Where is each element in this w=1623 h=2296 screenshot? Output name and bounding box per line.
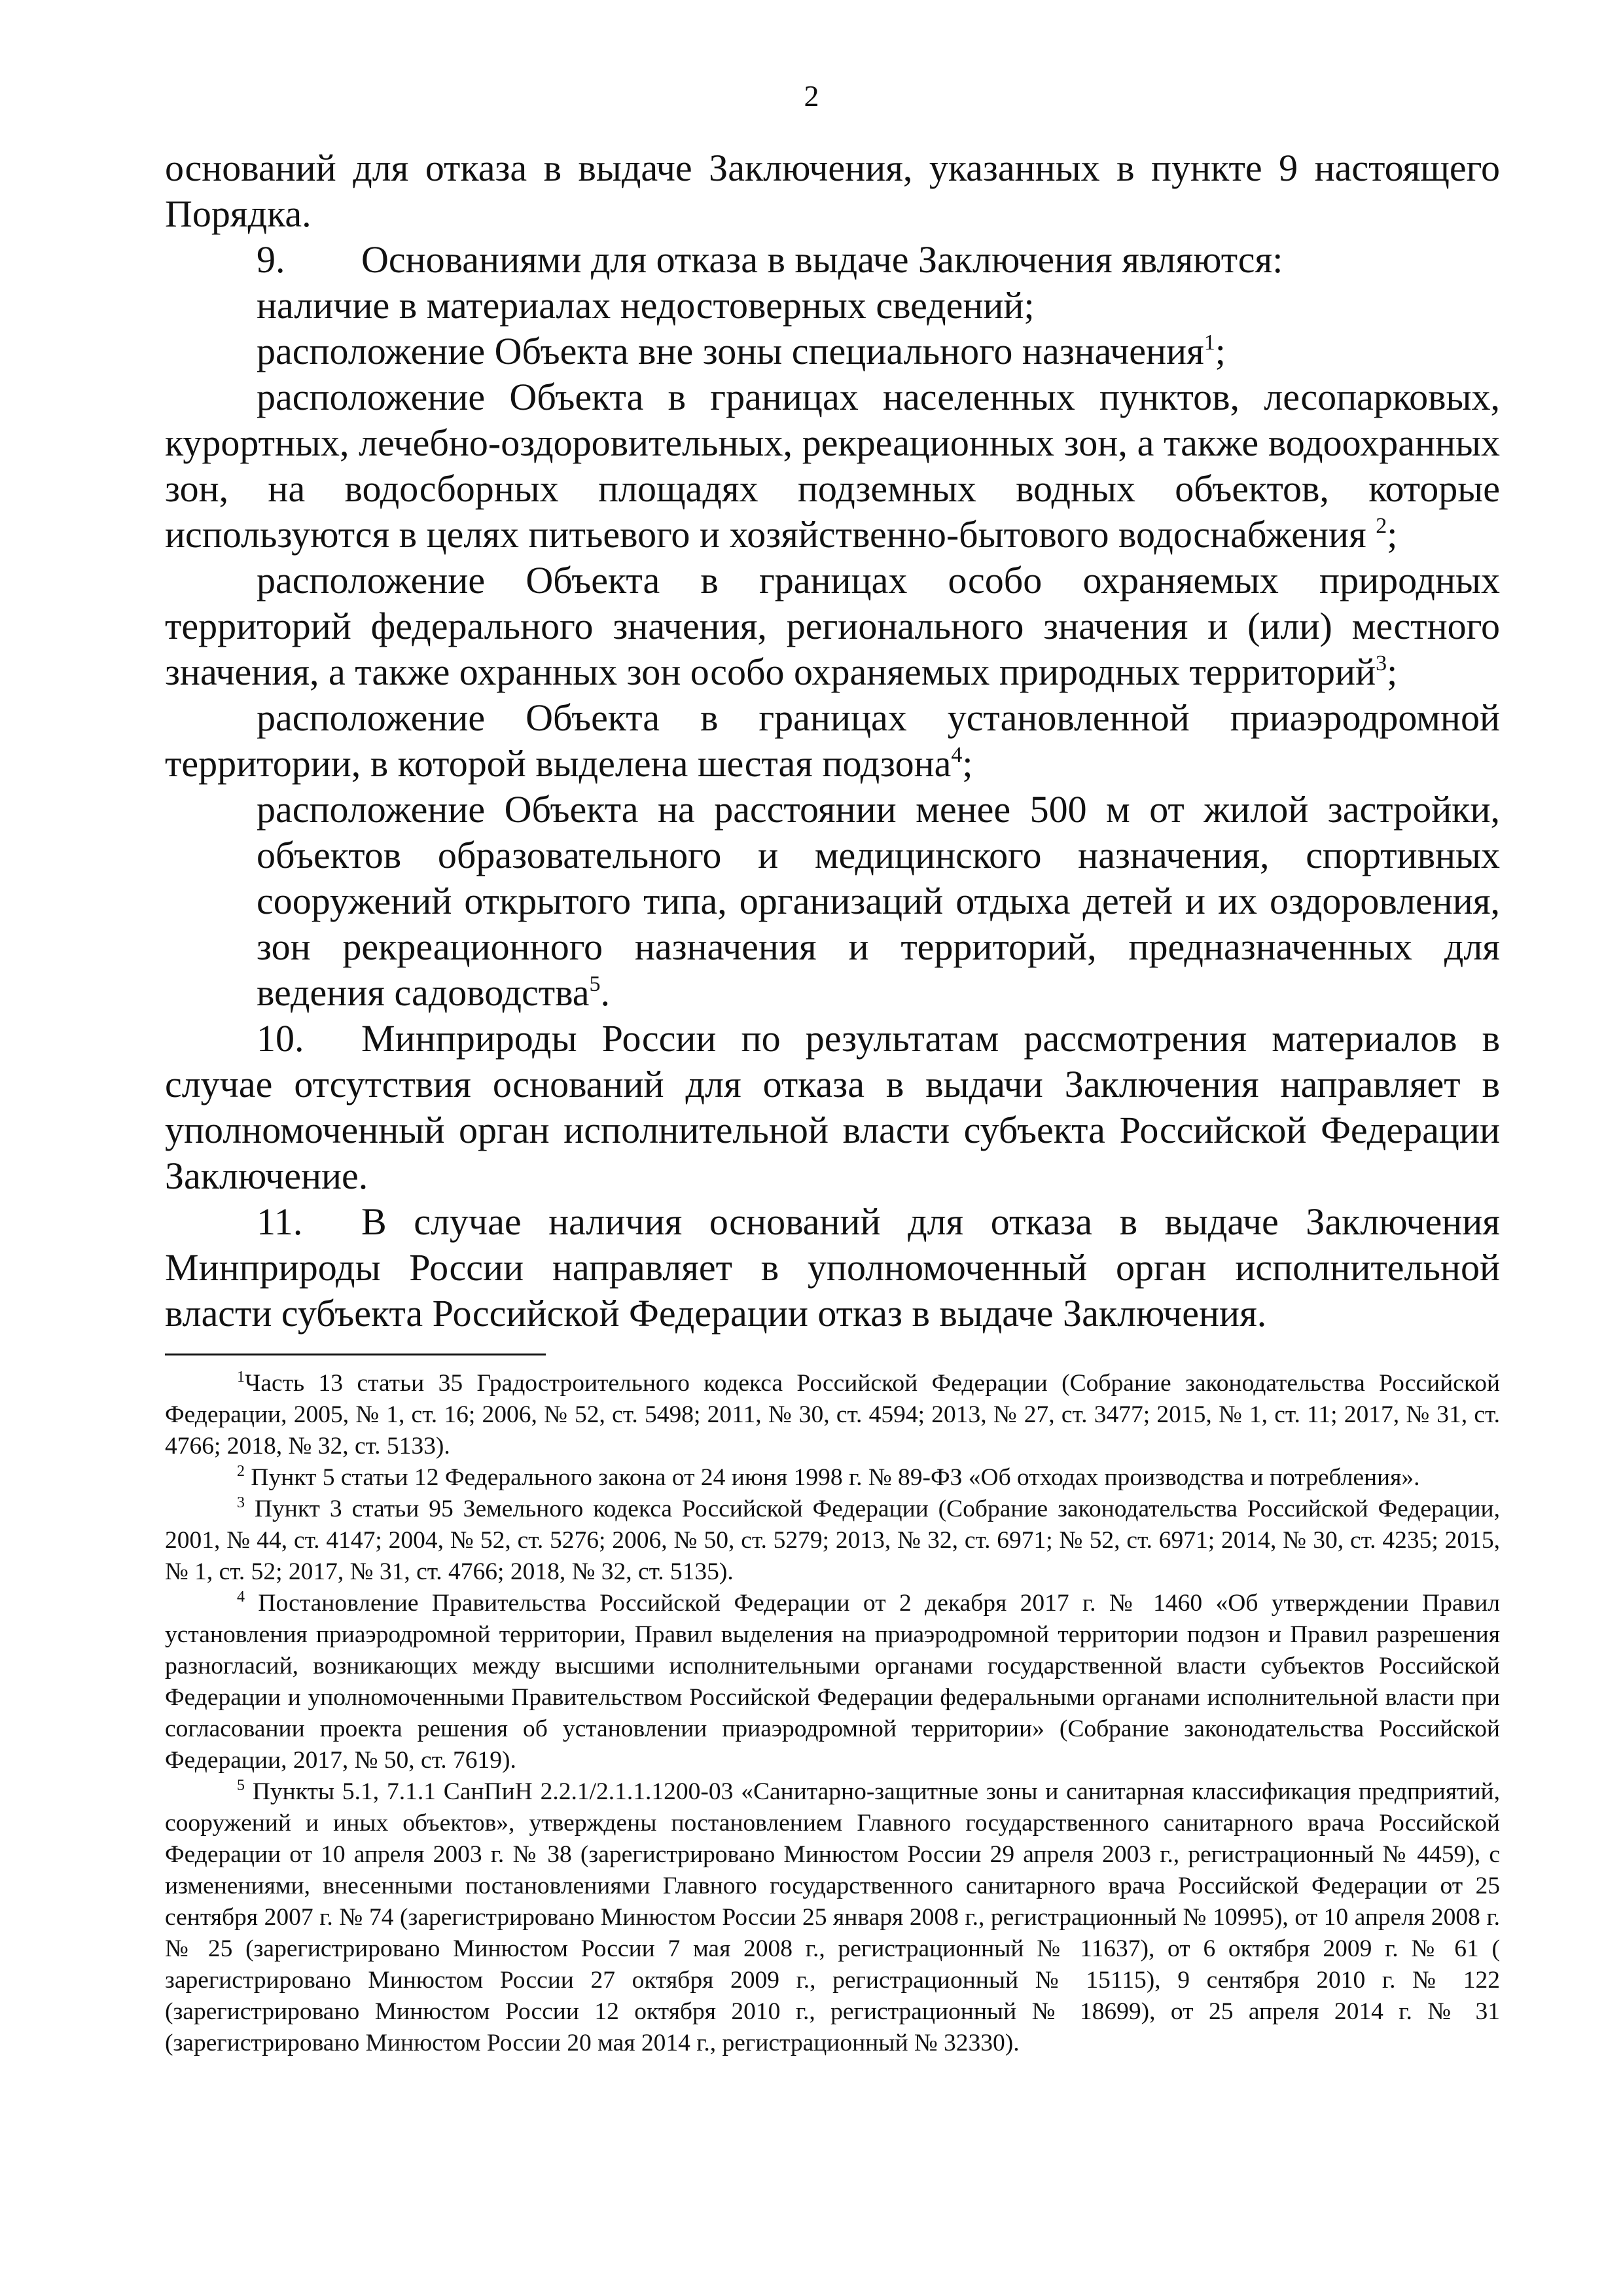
- footnote-mark: 3: [237, 1494, 245, 1511]
- footnote-ref: 2: [1376, 514, 1387, 538]
- list-item-text: расположение Объекта в границах особо охраняемых природных территорий федерального значения, регионального значения и (или) местного значения, а также охранных зон особо охраняемых природных территорий: [165, 559, 1500, 693]
- paragraph-number: 11.: [257, 1200, 303, 1243]
- paragraph-10: [165, 1016, 1500, 1199]
- footnote-mark: 5: [237, 1777, 245, 1794]
- footnote-text: Пункт 3 статьи 95 Земельного кодекса Российской Федерации (Собрание законодательства Российской Федерации, 2001, № 44, ст. 4147; 2004, № 52, ст. 5276; 2006, № 50, ст. 5279; 2013, № 32, ст. 6971; № 52, ст. 6971; 2014, № 30, ст. 4235; 2015, № 1, ст. 52; 2017, № 31, ст. 4766; 2018, № 32, ст. 5135).: [165, 1496, 1500, 1585]
- footnote-ref: 4: [951, 743, 963, 767]
- footnotes: [165, 1368, 1500, 2059]
- footnote-text: Часть 13 статьи 35 Градостроительного кодекса Российской Федерации (Собрание законодательства Российской Федерации, 2005, № 1, ст. 16; 2006, № 52, ст. 5498; 2011, № 30, ст. 4594; 2013, № 27, ст. 3477; 2015, № 1, ст. 11; 2017, № 31, ст. 4766; 2018, № 32, ст. 5133).: [165, 1370, 1500, 1460]
- footnote-ref: 3: [1376, 651, 1387, 675]
- main-text: [165, 145, 1500, 1336]
- list-item: расположение Объекта в границах установленной приаэродромной территории, в которой выделена шестая подзона$^4$;: [165, 696, 1500, 785]
- list-item-text: расположение Объекта в границах населенных пунктов, лесопарковых, курортных, лечебно-оздоровительных, рекреационных зон, а также водоохранных зон, на водосборных площадях подземных водных объектов, которые используются в целях питьевого и хозяйственно-бытового водоснабжения: [165, 376, 1500, 556]
- footnote-mark: 2: [237, 1463, 245, 1480]
- list-item: расположение Объекта на расстоянии менее 500 м от жилой застройки, объектов образовательного и медицинского назначения, спортивных сооружений открытого типа, организаций отдыха детей и их оздоровления, зон рекреационного назначения и территорий, предназначенных для ведения садоводства$^5$.: [257, 788, 1500, 1014]
- footnote-text: Пункты 5.1, 7.1.1 СанПиН 2.2.1/2.1.1.1200-03 «Санитарно-защитные зоны и санитарная классификация предприятий, сооружений и иных объектов», утверждены постановлением Главного государственного санитарного врача Российской Федерации от 10 апреля 2003 г. № 38 (зарегистрировано Минюстом России 29 апреля 2003 г., регистрационный № 4459), с изменениями, внесенными постановлениями Главного государственного санитарного врача Российской Федерации от 25 сентября 2007 г. № 74 (зарегистрировано Минюстом России 25 января 2008 г., регистрационный № 10995), от 10 апреля 2008 г. № 25 (зарегистрировано Минюстом России 7 мая 2008 г., регистрационный № 11637), от 6 октября 2009 г. № 61 ( зарегистрировано Минюстом России 27 октября 2009 г., регистрационный № 15115), 9 сентября 2010 г. № 122 (зарегистрировано Минюстом России 12 октября 2010 г., регистрационный № 18699), от 25 апреля 2014 г. № 31 (зарегистрировано Минюстом России 20 мая 2014 г., регистрационный № 32330).: [165, 1778, 1501, 2056]
- footnote-mark: 4: [237, 1588, 245, 1605]
- paragraph-number: 9.: [257, 238, 285, 281]
- footnote-ref: 1: [1204, 331, 1215, 355]
- paragraph-text: В случае наличия оснований для отказа в выдаче Заключения Минприроды России направляет в уполномоченный орган исполнительной власти субъекта Российской Федерации отказ в выдаче Заключения.: [165, 1200, 1500, 1335]
- footnote-separator: [165, 1354, 546, 1355]
- page-number: 2: [804, 79, 819, 113]
- footnote: [165, 1494, 1500, 1588]
- paragraph-continuation: оснований для отказа в выдаче Заключения, указанных в пункте 9 настоящего Порядка.: [165, 147, 1500, 235]
- footnote-text: Пункт 5 статьи 12 Федерального закона от 24 июня 1998 г. № 89-ФЗ «Об отходах производства и потребления».: [251, 1464, 1420, 1491]
- paragraph-text: Основаниями для отказа в выдаче Заключения являются:: [361, 238, 1283, 281]
- list-item: расположение Объекта в границах населенных пунктов, лесопарковых, курортных, лечебно-оздоровительных, рекреационных зон, а также водоохранных зон, на водосборных площадях подземных водных объектов, которые используются в целях питьевого и хозяйственно-бытового водоснабжения $^2$;: [165, 376, 1500, 556]
- footnote: [165, 1776, 1500, 2059]
- footnote-ref: 5: [589, 972, 601, 996]
- paragraph-11: [165, 1199, 1500, 1336]
- list-item: расположение Объекта в границах особо охраняемых природных территорий федерального значения, регионального значения и (или) местного значения, а также охранных зон особо охраняемых природных территорий$^3$;: [165, 559, 1500, 693]
- footnote: [165, 1462, 1500, 1494]
- paragraph-text: Минприроды России по результатам рассмотрения материалов в случае отсутствия оснований для отказа в выдачи Заключения направляет в уполномоченный орган исполнительной власти субъекта Российской Федерации Заключение.: [165, 1017, 1500, 1197]
- list-item-text: расположение Объекта на расстоянии менее 500 м от жилой застройки, объектов образовательного и медицинского назначения, спортивных сооружений открытого типа, организаций отдыха детей и их оздоровления, зон рекреационного назначения и территорий, предназначенных для ведения садоводства: [257, 788, 1500, 1014]
- list-item-text: расположение Объекта вне зоны специального назначения: [257, 330, 1204, 372]
- list-item-text: расположение Объекта в границах установленной приаэродромной территории, в которой выделена шестая подзона: [165, 696, 1500, 785]
- footnote: [165, 1588, 1500, 1776]
- list-item: наличие в материалах недостоверных сведений;: [257, 284, 1035, 327]
- paragraph-number: 10.: [257, 1017, 304, 1060]
- paragraph-9: [165, 237, 1500, 283]
- footnote-mark: 1: [237, 1369, 245, 1386]
- list-item: расположение Объекта вне зоны специального назначения$^1$;: [257, 330, 1226, 372]
- footnote: [165, 1368, 1500, 1462]
- footnote-text: Постановление Правительства Российской Федерации от 2 декабря 2017 г. № 1460 «Об утверждении Правил установления приаэродромной территории, Правил выделения на приаэродромной территории подзон и Правил разрешения разногласий, возникающих между высшими исполнительными органами государственной власти субъектов Российской Федерации и уполномоченными Правительством Российской Федерации федеральными органами исполнительной власти при согласовании проекта решения об установлении приаэродромной территории» (Собрание законодательства Российской Федерации, 2017, № 50, ст. 7619).: [165, 1590, 1501, 1774]
